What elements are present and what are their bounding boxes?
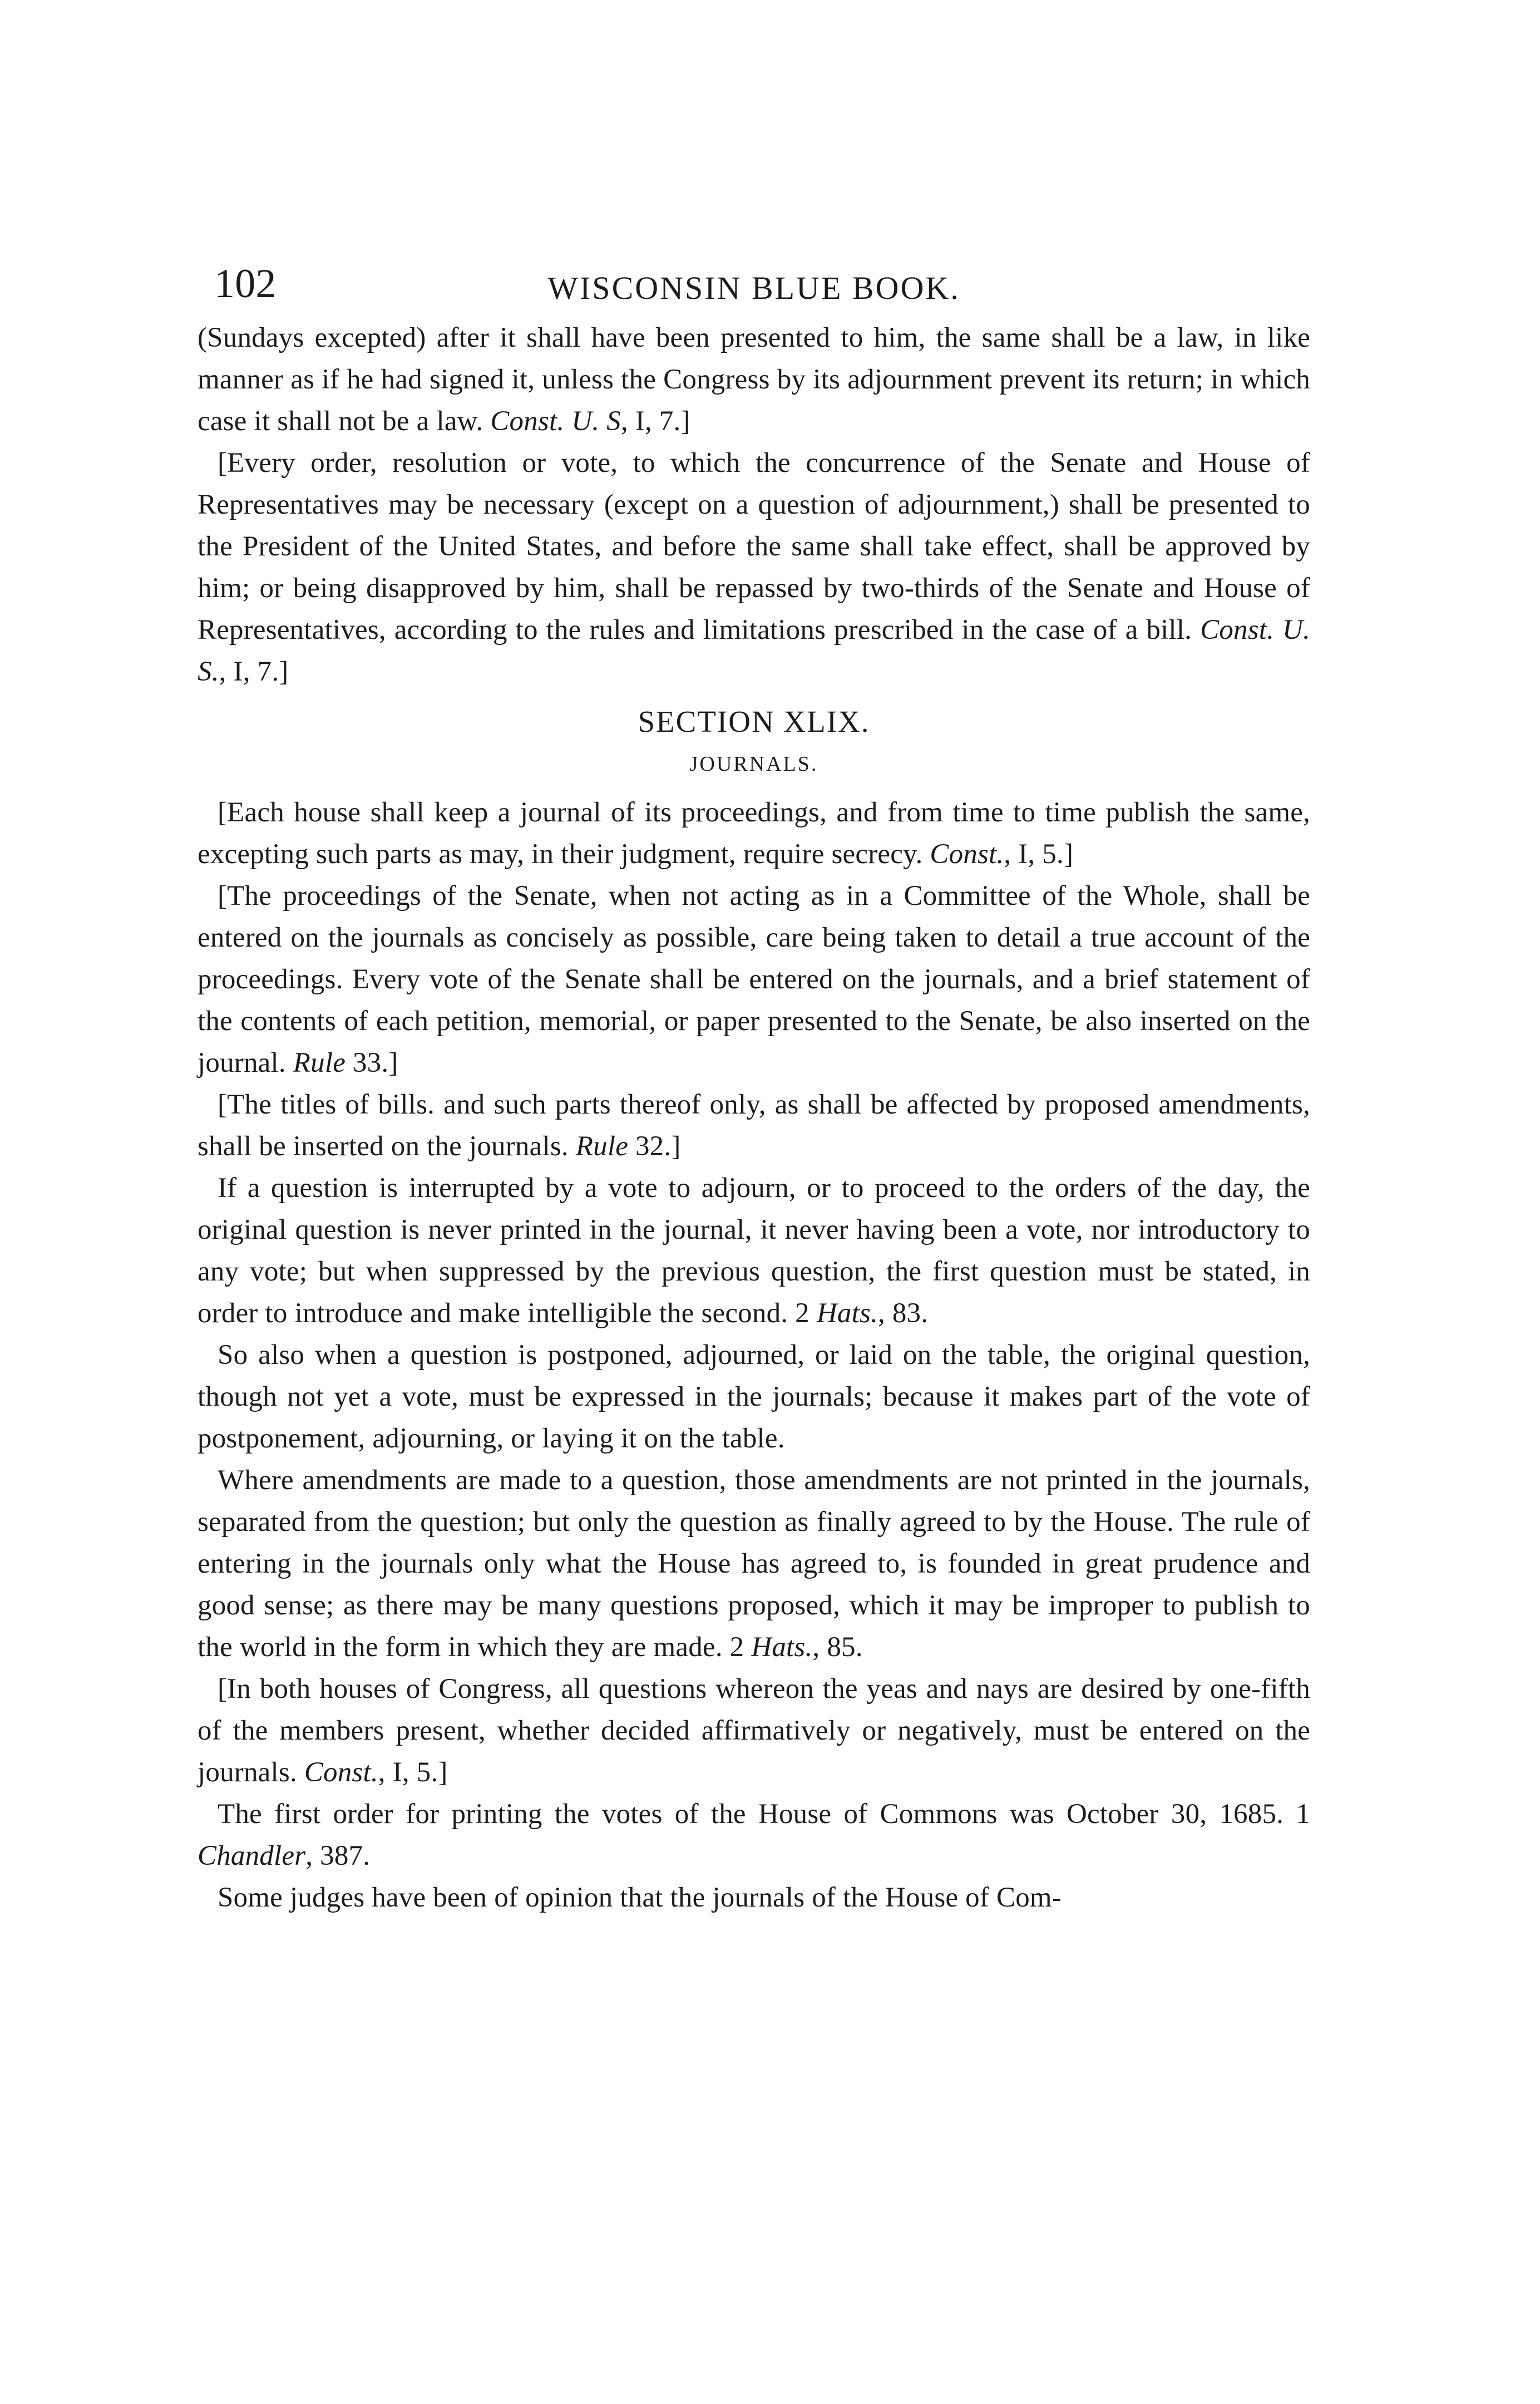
paragraph: (Sundays excepted) after it shall have been presented to him, the same shall be a law, in like manner as if he had signed it, unless the Congress by its adjournment prevent its return; in which case it shall not be a law. Const. U. S, I, 7.] — [198, 322, 1310, 437]
citation: Const. U. S — [490, 406, 621, 437]
paragraph: Some judges have been of opinion that the journals of the House of Com- — [218, 1882, 1062, 1913]
section-subheading: JOURNALS. — [689, 752, 818, 776]
paragraph: Where amendments are made to a question, those amendments are not printed in the journals, separated from the question; but only the question as finally agreed to by the House. The rule of entering in the journals only what the House has agreed to, is founded in great prudence and good sense; as there may be many questions proposed, which it may be improper to publish to the world in the form in which they are made. 2 Hats., 85. — [198, 1465, 1310, 1663]
citation: Const. U. S. — [198, 614, 1310, 687]
citation: Hats. — [751, 1632, 813, 1663]
paragraph: [Each house shall keep a journal of its proceedings, and from time to time publish the same, excepting such parts as may, in their judgment, require secrecy. Const., I, 5.] — [198, 797, 1310, 870]
citation: Hats. — [816, 1298, 878, 1329]
paragraph: If a question is interrupted by a vote to adjourn, or to proceed to the orders of the day, the original question is never printed in the journal, it never having been a vote, nor introductory to any vote; but when suppressed by the previous question, the first question must be stated, in order to introduce and make intelligible the second. 2 Hats., 83. — [198, 1173, 1310, 1329]
citation: Rule — [575, 1131, 629, 1162]
paragraph: The first order for printing the votes of the House of Commons was October 30, 1685. 1 Chandler, 387. — [198, 1799, 1310, 1871]
paragraph: [The proceedings of the Senate, when not acting as in a Committee of the Whole, shall be entered on the journals as concisely as possible, care being taken to detail a true account of the proceedings. Every vote of the Senate shall be entered on the journals, and a brief statement of the contents of each petition, memorial, or paper presented to the Senate, be also inserted on the journal. Rule 33.] — [198, 880, 1310, 1078]
paragraph: So also when a question is postponed, adjourned, or laid on the table, the original question, though not yet a vote, must be expressed in the journals; because it makes part of the vote of postponement, adjourning, or laying it on the table. — [198, 1339, 1310, 1454]
citation: Const. — [304, 1757, 378, 1788]
citation: Chandler — [198, 1840, 306, 1871]
page-number: 102 — [214, 261, 277, 307]
page-header — [198, 256, 1310, 312]
paragraph: [The titles of bills. and such parts thereof only, as shall be affected by proposed amendments, shall be inserted on the journals. Rule 32.] — [198, 1089, 1310, 1162]
section-heading: SECTION XLIX. — [638, 705, 870, 738]
citation: Const. — [930, 839, 1004, 870]
citation: Rule — [293, 1047, 346, 1078]
paragraph: [Every order, resolution or vote, to which the concurrence of the Senate and House of Representatives may be necessary (except on a question of adjournment,) shall be presented to the President of the United States, and before the same shall take effect, shall be approved by him; or being disapproved by him, shall be repassed by two-thirds of the Senate and House of Representatives, according to the rules and limitations prescribed in the case of a bill. Const. U. S., I, 7.] — [198, 447, 1310, 687]
paragraph: [In both houses of Congress, all questions whereon the yeas and nays are desired by one-fifth of the members present, whether decided affirmatively or negatively, must be entered on the journals. Const., I, 5.] — [198, 1673, 1310, 1788]
document-page — [198, 256, 1310, 1919]
running-head: WISCONSIN BLUE BOOK. — [547, 270, 960, 306]
